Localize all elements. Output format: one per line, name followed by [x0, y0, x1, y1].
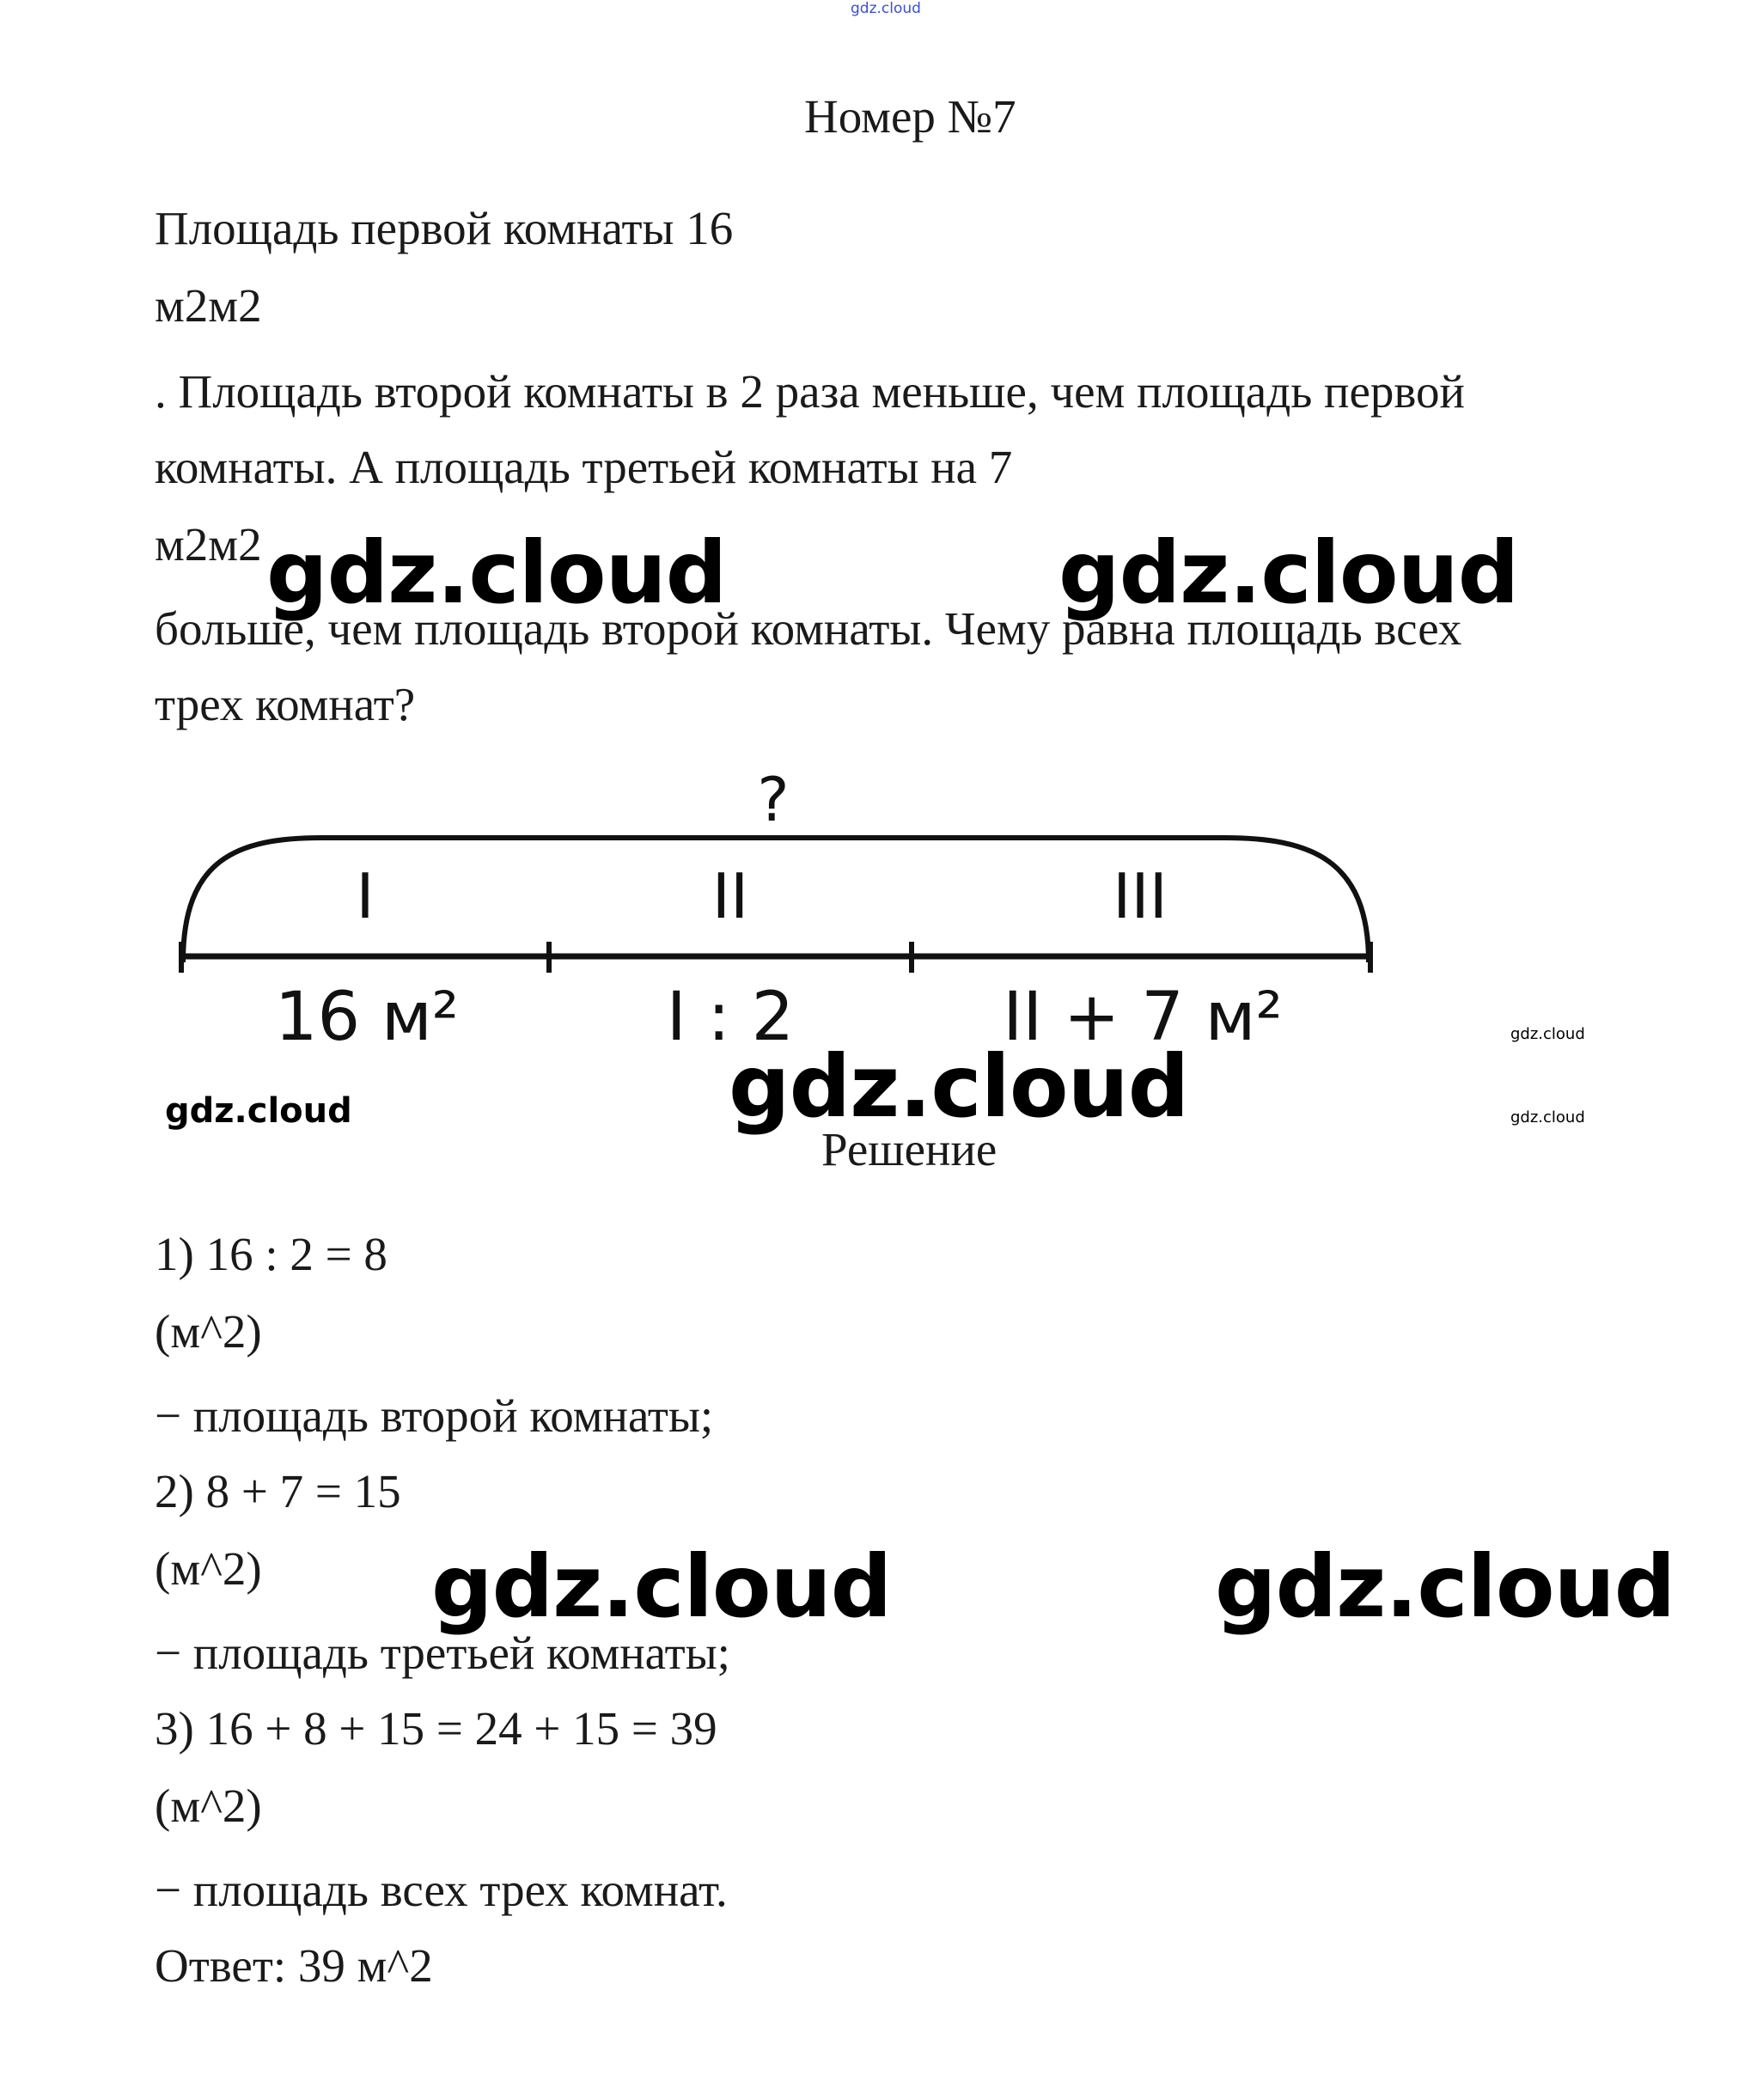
- problem-line-6: больше, чем площадь второй комнаты. Чему равна площадь всех: [155, 602, 1462, 655]
- solution-line-2: (м^2): [155, 1305, 262, 1358]
- solution-line-3: − площадь второй комнаты;: [155, 1389, 714, 1442]
- problem-line-7: трех комнат?: [155, 678, 416, 730]
- solution-line-7: 3) 16 + 8 + 15 = 24 + 15 = 39: [155, 1702, 717, 1755]
- page-title: Номер №7: [804, 90, 1016, 143]
- problem-line-1: Площадь первой комнаты 16: [155, 202, 734, 254]
- solution-line-4: 2) 8 + 7 = 15: [155, 1465, 401, 1517]
- watermark-small-1: gdz.cloud: [1510, 1025, 1585, 1043]
- problem-line-4: комнаты. А площадь третьей комнаты на 7: [155, 441, 1013, 493]
- solution-line-1: 1) 16 : 2 = 8: [155, 1228, 387, 1280]
- problem-line-5: м2м2: [155, 518, 262, 571]
- solution-line-5: (м^2): [155, 1542, 262, 1595]
- solution-line-9: − площадь всех трех комнат.: [155, 1864, 728, 1916]
- watermark-top: gdz.cloud: [851, 0, 921, 17]
- watermark-big-4: gdz.cloud: [431, 1536, 892, 1637]
- answer-line: Ответ: 39 м^2: [155, 1939, 433, 1992]
- watermark-big-2: gdz.cloud: [1058, 522, 1519, 623]
- segment-value-2: I : 2: [666, 979, 795, 1056]
- segment-label-2: II: [711, 860, 749, 932]
- watermark-small-2: gdz.cloud: [1510, 1108, 1585, 1126]
- watermark-big-1: gdz.cloud: [266, 522, 727, 623]
- watermark-big-5: gdz.cloud: [1215, 1536, 1675, 1637]
- solution-line-8: (м^2): [155, 1780, 262, 1832]
- watermark-medium: gdz.cloud: [165, 1091, 352, 1131]
- watermark-big-3: gdz.cloud: [729, 1036, 1189, 1137]
- segment-label-3: III: [1113, 860, 1168, 932]
- solution-line-6: − площадь третьей комнаты;: [155, 1627, 730, 1679]
- segment-diagram: [168, 756, 1405, 1065]
- segment-value-1: 16 м²: [274, 979, 460, 1056]
- problem-line-3: . Площадь второй комнаты в 2 раза меньше, чем площадь первой: [155, 365, 1465, 418]
- problem-line-2: м2м2: [155, 279, 262, 332]
- solution-heading: Решение: [821, 1123, 997, 1175]
- segment-value-3: II + 7 м²: [1003, 979, 1283, 1056]
- diagram-question: ?: [757, 765, 790, 835]
- segment-label-1: I: [356, 860, 375, 932]
